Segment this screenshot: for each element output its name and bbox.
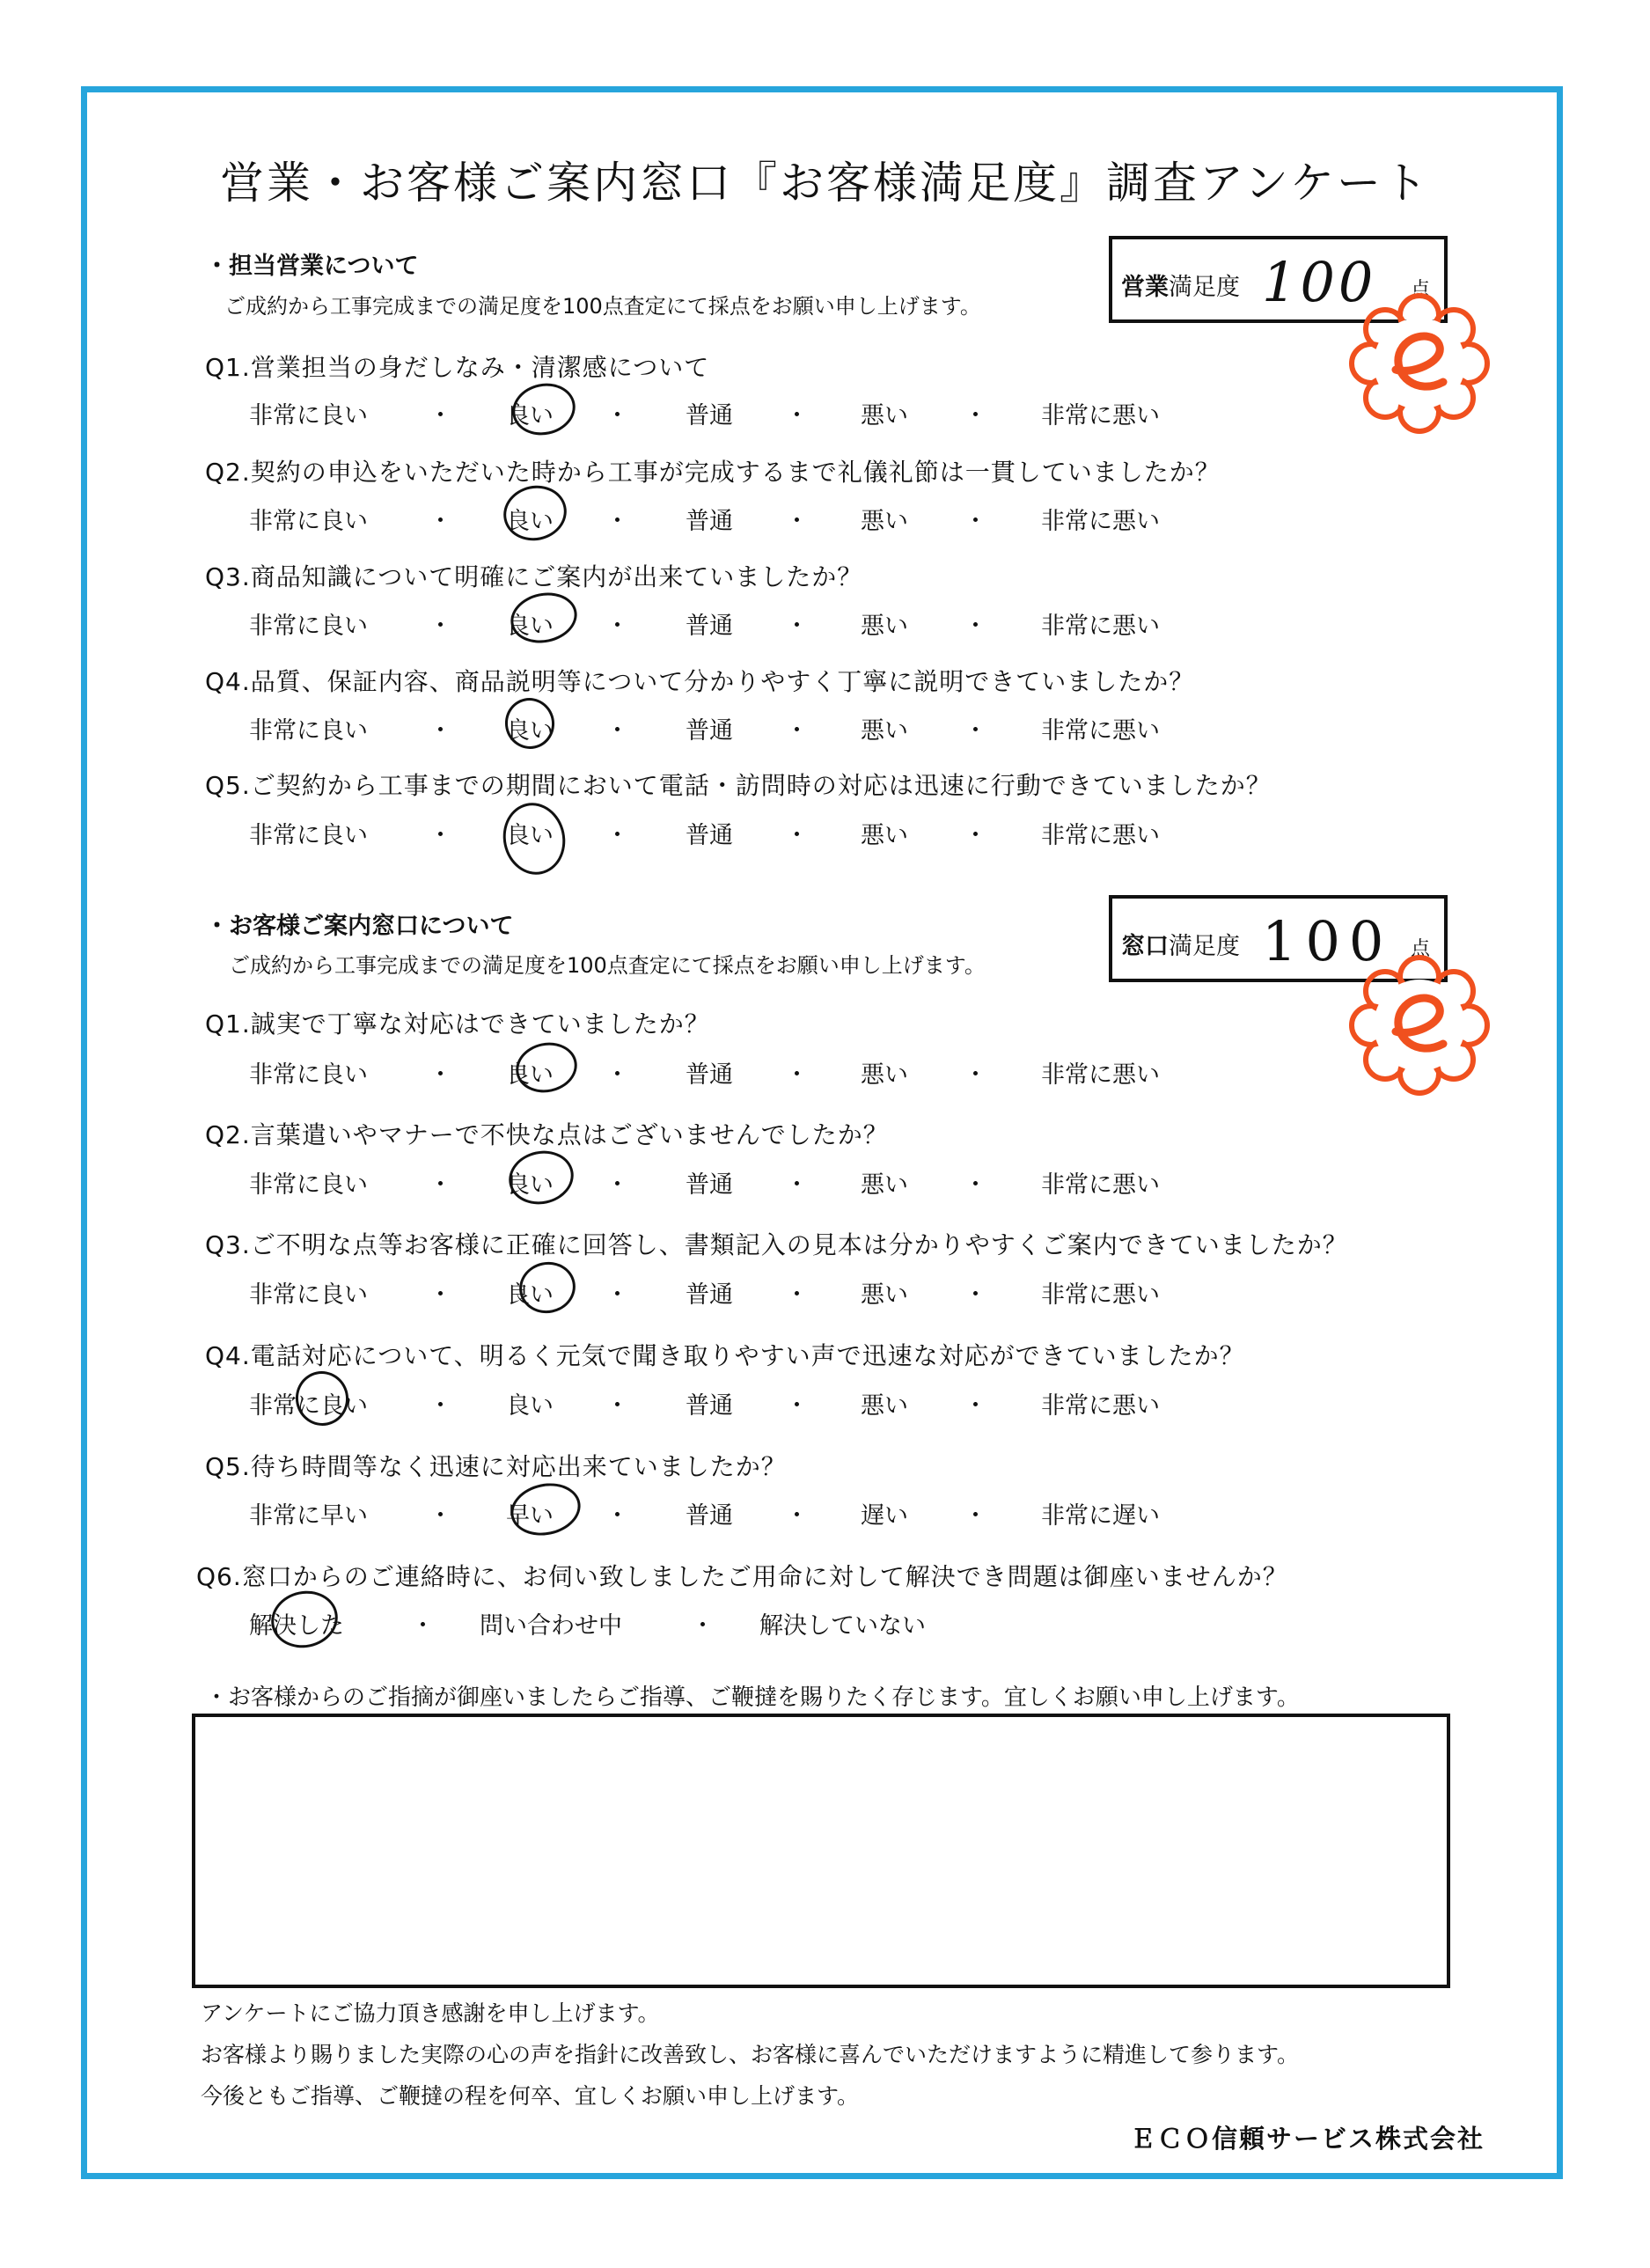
separator: ・ xyxy=(429,613,452,640)
sales-q4-text: Q4.品質、保証内容、商品説明等について分かりやすく丁寧に説明できていましたか？ xyxy=(205,667,1195,696)
window-q3-text: Q3.ご不明な点等お客様に正確に回答し、書類記入の見本は分かりやすくご案内できていましたか？ xyxy=(205,1230,1348,1259)
option-selected[interactable]: 良い xyxy=(506,822,554,849)
option[interactable]: 普通 xyxy=(686,1171,733,1199)
sales-q5-text: Q5.ご契約から工事までの期間において電話・訪問時の対応は迅速に行動できていましたか？ xyxy=(205,771,1272,800)
option-selected[interactable]: 解決した xyxy=(249,1612,344,1640)
separator: ・ xyxy=(429,1502,452,1530)
option[interactable]: 非常に悪い xyxy=(1041,402,1160,429)
separator: ・ xyxy=(605,1502,629,1530)
option[interactable]: 普通 xyxy=(686,508,733,535)
separator: ・ xyxy=(605,1392,629,1420)
separator: ・ xyxy=(429,1392,452,1420)
option[interactable]: 非常に良い xyxy=(249,1171,368,1199)
option[interactable]: 普通 xyxy=(686,613,733,640)
separator: ・ xyxy=(964,508,987,535)
option[interactable]: 非常に良い xyxy=(249,508,368,535)
option[interactable]: 悪い xyxy=(861,402,908,429)
separator: ・ xyxy=(429,1281,452,1309)
sales-q2-text: Q2.契約の申込をいただいた時から工事が完成するまで礼儀礼節は一貫していましたか？ xyxy=(205,458,1221,487)
option[interactable]: 非常に遅い xyxy=(1041,1502,1160,1530)
option[interactable]: 良い xyxy=(506,1392,554,1420)
option[interactable]: 普通 xyxy=(686,1061,733,1089)
option-selected[interactable]: 良い xyxy=(506,1281,554,1309)
option[interactable]: 非常に悪い xyxy=(1041,822,1160,849)
option[interactable]: 悪い xyxy=(861,717,908,745)
option[interactable]: 悪い xyxy=(861,822,908,849)
option[interactable]: 非常に悪い xyxy=(1041,613,1160,640)
separator: ・ xyxy=(605,1171,629,1199)
company-name: ＥＣＯ信頼サービス株式会社 xyxy=(1129,2124,1485,2154)
footer-line-3: 今後ともご指導、ご鞭撻の程を何卒、宜しくお願い申し上げます。 xyxy=(201,2083,860,2109)
separator: ・ xyxy=(605,508,629,535)
footer-line-1: アンケートにご協力頂き感謝を申し上げます。 xyxy=(201,2000,660,2026)
sales-score-unit: 点 xyxy=(1410,279,1430,301)
option-selected[interactable]: 良い xyxy=(506,1061,554,1089)
separator: ・ xyxy=(964,717,987,745)
option[interactable]: 悪い xyxy=(861,1392,908,1420)
option[interactable]: 普通 xyxy=(686,1281,733,1309)
option[interactable]: 非常に良い xyxy=(249,1281,368,1309)
separator: ・ xyxy=(785,1502,809,1530)
option[interactable]: 普通 xyxy=(686,1502,733,1530)
option[interactable]: 非常に悪い xyxy=(1041,508,1160,535)
option[interactable]: 非常に悪い xyxy=(1041,1392,1160,1420)
separator: ・ xyxy=(964,1061,987,1089)
sales-q3-text: Q3.商品知識について明確にご案内が出来ていましたか？ xyxy=(205,562,863,591)
option[interactable]: 非常に良い xyxy=(249,717,368,745)
separator: ・ xyxy=(785,1171,809,1199)
window-score-label: 満足度 xyxy=(1169,933,1240,960)
separator: ・ xyxy=(605,402,629,429)
sales-score-label: 満足度 xyxy=(1169,274,1240,301)
separator: ・ xyxy=(785,822,809,849)
page-title: 営業・お客様ご案内窓口『お客様満足度』調査アンケート xyxy=(220,158,1430,209)
separator: ・ xyxy=(964,1171,987,1199)
separator: ・ xyxy=(605,822,629,849)
option[interactable]: 悪い xyxy=(861,1061,908,1089)
sales-score-label-bold: 営業 xyxy=(1121,274,1169,301)
window-score-unit: 点 xyxy=(1410,938,1430,960)
option[interactable]: 非常に良い xyxy=(249,1061,368,1089)
option-selected[interactable]: 良い xyxy=(506,717,554,745)
option-selected[interactable]: 良い xyxy=(506,1171,554,1199)
window-q5-text: Q5.待ち時間等なく迅速に対応出来ていましたか？ xyxy=(205,1452,787,1481)
separator: ・ xyxy=(964,613,987,640)
option[interactable]: 非常に悪い xyxy=(1041,1061,1160,1089)
option[interactable]: 非常に良い xyxy=(249,822,368,849)
window-score-value[interactable]: 100 xyxy=(1262,909,1393,973)
sales-score-value[interactable]: 100 xyxy=(1262,250,1377,314)
option[interactable]: 非常に良い xyxy=(249,613,368,640)
window-section-heading: ・お客様ご案内窓口について xyxy=(205,913,514,940)
separator: ・ xyxy=(429,717,452,745)
window-q1-text: Q1.誠実で丁寧な対応はできていましたか？ xyxy=(205,1009,710,1039)
option-selected[interactable]: 早い xyxy=(506,1502,554,1530)
eco-flower-stamp-icon xyxy=(1345,951,1494,1100)
option[interactable]: 悪い xyxy=(861,508,908,535)
comment-textarea[interactable] xyxy=(192,1714,1450,1988)
separator: ・ xyxy=(691,1612,715,1640)
option[interactable]: 非常に早い xyxy=(249,1502,368,1530)
option[interactable]: 悪い xyxy=(861,1171,908,1199)
separator: ・ xyxy=(605,1061,629,1089)
window-section-description: ご成約から工事完成までの満足度を100点査定にて採点をお願い申し上げます。 xyxy=(229,953,986,978)
window-q6-text: Q6.窓口からのご連絡時に、お伺い致しましたご用命に対して解決でき問題は御座いませんか？ xyxy=(196,1562,1288,1591)
separator: ・ xyxy=(605,717,629,745)
sales-section-description: ご成約から工事完成までの満足度を100点査定にて採点をお願い申し上げます。 xyxy=(224,294,981,319)
separator: ・ xyxy=(785,613,809,640)
option[interactable]: 遅い xyxy=(861,1502,908,1530)
separator: ・ xyxy=(785,1392,809,1420)
separator: ・ xyxy=(429,822,452,849)
window-q2-text: Q2.言葉遣いやマナーで不快な点はございませんでしたか？ xyxy=(205,1120,889,1149)
separator: ・ xyxy=(964,1502,987,1530)
eco-flower-stamp-icon xyxy=(1345,289,1494,438)
sales-section-heading: ・担当営業について xyxy=(205,253,419,280)
option[interactable]: 普通 xyxy=(686,822,733,849)
separator: ・ xyxy=(605,1281,629,1309)
option[interactable]: 悪い xyxy=(861,613,908,640)
separator: ・ xyxy=(785,717,809,745)
separator: ・ xyxy=(429,1061,452,1089)
option[interactable]: 解決していない xyxy=(759,1612,926,1640)
option[interactable]: 非常に良い xyxy=(249,402,368,429)
option-selected[interactable]: 良い xyxy=(506,508,554,535)
option[interactable]: 普通 xyxy=(686,717,733,745)
option[interactable]: 非常に悪い xyxy=(1041,717,1160,745)
separator: ・ xyxy=(964,402,987,429)
option[interactable]: 普通 xyxy=(686,402,733,429)
separator: ・ xyxy=(964,1281,987,1309)
window-q4-text: Q4.電話対応について、明るく元気で聞き取りやすい声で迅速な対応ができていましたか？ xyxy=(205,1341,1245,1370)
option[interactable]: 問い合わせ中 xyxy=(480,1612,622,1640)
separator: ・ xyxy=(785,508,809,535)
sales-q1-text: Q1.営業担当の身だしなみ・清潔感について xyxy=(205,353,710,382)
separator: ・ xyxy=(429,508,452,535)
option[interactable]: 普通 xyxy=(686,1392,733,1420)
option[interactable]: 非常に悪い xyxy=(1041,1281,1160,1309)
separator: ・ xyxy=(605,613,629,640)
separator: ・ xyxy=(785,1061,809,1089)
separator: ・ xyxy=(429,1171,452,1199)
separator: ・ xyxy=(411,1612,435,1640)
window-score-label-bold: 窓口 xyxy=(1121,933,1169,960)
option[interactable]: 非常に悪い xyxy=(1041,1171,1160,1199)
separator: ・ xyxy=(964,1392,987,1420)
separator: ・ xyxy=(785,1281,809,1309)
option[interactable]: 悪い xyxy=(861,1281,908,1309)
separator: ・ xyxy=(429,402,452,429)
option-selected[interactable]: 良い xyxy=(506,613,554,640)
option-selected[interactable]: 良い xyxy=(506,402,554,429)
comment-prompt: ・お客様からのご指摘が御座いましたらご指導、ご鞭撻を賜りたく存じます。宜しくお願い申し上げます。 xyxy=(205,1684,1300,1711)
separator: ・ xyxy=(964,822,987,849)
option-selected[interactable]: 非常に良い xyxy=(249,1392,368,1420)
separator: ・ xyxy=(785,402,809,429)
footer-line-2: お客様より賜りました実際の心の声を指針に改善致し、お客様に喜んでいただけますように精進して参ります。 xyxy=(201,2042,1300,2067)
